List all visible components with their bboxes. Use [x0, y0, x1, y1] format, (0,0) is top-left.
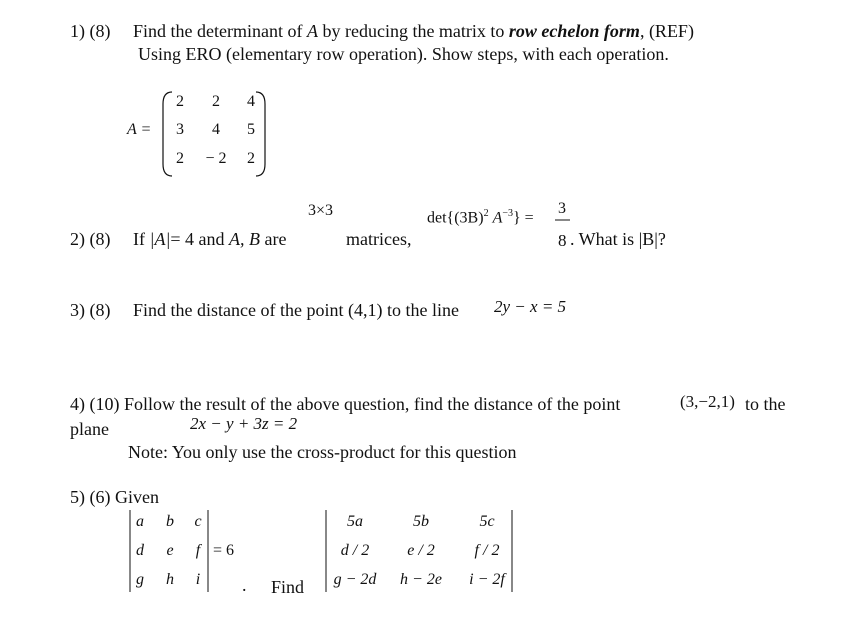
q1-var-A: A — [306, 21, 318, 41]
q1-matrix-cell-r3c1: 2 — [176, 150, 184, 167]
q5-find: Find — [271, 577, 305, 597]
q5-det1-cell-r3c2: h — [166, 571, 174, 588]
q5-det1-cell-r1c2: b — [166, 513, 174, 530]
q5-eq6: = 6 — [213, 542, 235, 559]
q1-matrix-cell-r2c1: 3 — [176, 121, 184, 138]
q2-number: 2) (8) — [70, 229, 111, 249]
q5-det2-cell-r1c2: 5b — [413, 513, 429, 530]
q4-point: (3,−2,1) — [680, 392, 735, 411]
q2-eq4: = 4 and — [170, 229, 225, 249]
q2-exp-m3: −3 — [502, 208, 513, 219]
q5-det1-cell-r2c1: d — [136, 542, 144, 559]
q2-if: If — [133, 229, 145, 249]
q4-plane-word: plane — [70, 419, 109, 439]
q5-det1-cell-r3c1: g — [136, 571, 144, 588]
q2-are: are — [264, 229, 287, 249]
q3-text: Find the distance of the point (4,1) to the line — [133, 300, 459, 320]
q5-det2-cell-r2c1: d / 2 — [340, 542, 370, 559]
q1-text-b: by reducing the matrix to — [322, 21, 505, 41]
q5-det1-cell-r2c2: e — [166, 542, 174, 559]
q2-exp2: 2 — [483, 208, 489, 219]
q5-det1-cell-r1c1: a — [136, 513, 144, 530]
q1-matrix-cell-r2c3: 5 — [247, 121, 255, 138]
q1-matrix-cell-r2c2: 4 — [212, 121, 220, 138]
q5-det2-cell-r3c1: g − 2d — [333, 571, 377, 588]
q2-frac-den: 8 — [558, 231, 567, 250]
q1-text-a: Find the determinant of — [133, 21, 303, 41]
q5-det2-cell-r2c2: e / 2 — [407, 542, 435, 559]
q5-det2-cell-r3c2: h − 2e — [400, 571, 442, 588]
q1-bold-ref: row echelon form — [508, 21, 640, 41]
q3-line-eq: 2y − x = 5 — [494, 297, 567, 316]
q1-matrix-cell-r3c2: − 2 — [205, 150, 227, 167]
q1-number: 1) (8) — [70, 21, 111, 41]
q5-det2-cell-r2c3: f / 2 — [474, 542, 500, 559]
q5-dot: . — [242, 575, 247, 595]
q2-absA: |A| — [149, 229, 171, 249]
q5-det2-cell-r1c3: 5c — [479, 513, 495, 530]
q5-det1-cell-r1c3: c — [194, 513, 202, 530]
q1-text-c: , (REF) — [639, 21, 694, 41]
q1-matrix-cell-r1c2: 2 — [212, 93, 220, 110]
q5-det2-cell-r3c3: i − 2f — [469, 571, 505, 588]
q4-to-the: to the — [745, 394, 786, 414]
q2-frac-num: 3 — [558, 200, 566, 217]
q1-matrix-cell-r1c1: 2 — [176, 93, 184, 110]
q2-vars: A, B — [229, 229, 261, 249]
q2-dims: 3×3 — [308, 202, 334, 219]
q4-line1: 4) (10) Follow the result of the above question, find the distance of the point — [70, 394, 621, 414]
q5-det1-cell-r2c3: f — [195, 542, 201, 559]
q2-matrices: matrices, — [346, 229, 412, 249]
q3-number: 3) (8) — [70, 300, 111, 320]
q1-matrix-cell-r1c3: 4 — [247, 93, 255, 110]
q2-question: . What is |B|? — [570, 229, 666, 249]
q1-matrix-label: A = — [127, 121, 152, 138]
q2-det: det{(3B) — [427, 209, 484, 227]
q5-number: 5) (6) Given — [70, 487, 159, 507]
q1-line2: Using ERO (elementary row operation). Show steps, with each operation. — [138, 44, 669, 64]
q5-det1-cell-r3c3: i — [195, 571, 201, 588]
q4-plane-eq: 2x − y + 3z = 2 — [190, 414, 298, 433]
q4-note: Note: You only use the cross-product for this question — [128, 442, 517, 462]
q2-A: A — [492, 209, 503, 227]
q5-det2-cell-r1c1: 5a — [347, 513, 363, 530]
q2-close: } = — [512, 209, 534, 227]
q1-matrix-cell-r3c3: 2 — [247, 150, 255, 167]
